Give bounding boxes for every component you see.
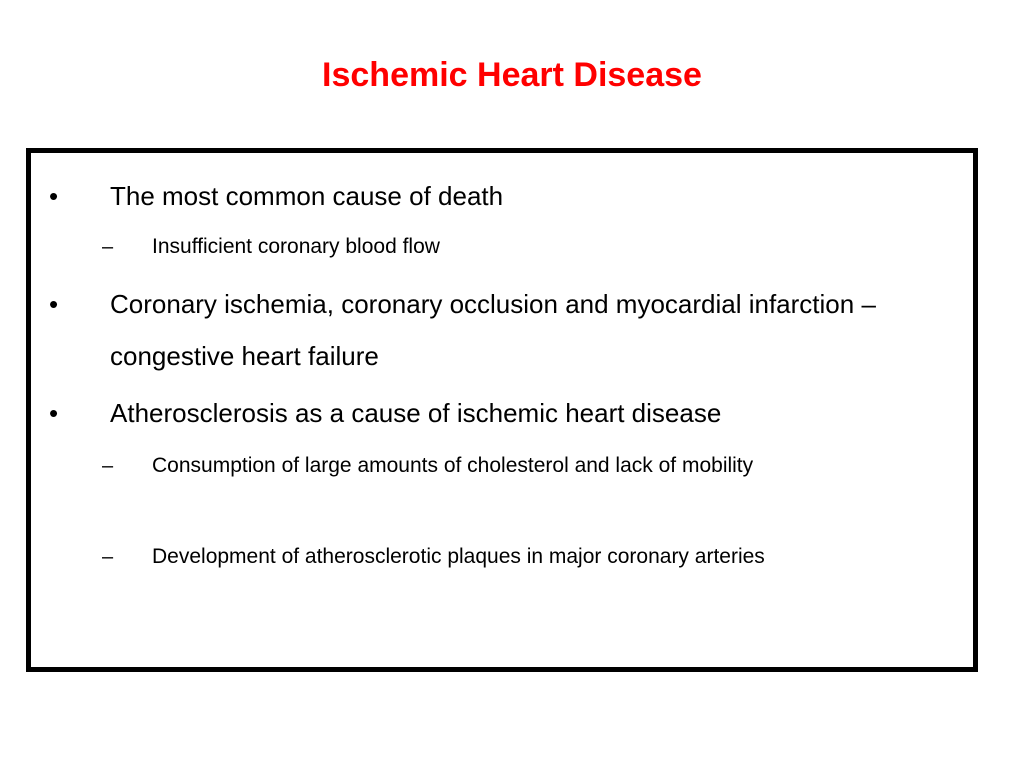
bullet-marker: • [49, 289, 59, 319]
sub-bullet-text: Development of atherosclerotic plaques in major coronary arteries [152, 545, 765, 568]
bullet-marker: • [49, 398, 59, 428]
bullet-marker: • [49, 181, 59, 211]
content-box [26, 148, 978, 672]
bullet-text: The most common cause of death [110, 181, 504, 211]
sub-bullet-text: Insufficient coronary blood flow [152, 235, 440, 258]
sub-bullet-marker: – [102, 455, 114, 477]
sub-bullet-marker: – [102, 546, 114, 568]
slide-title: Ischemic Heart Disease [322, 56, 702, 94]
sub-bullet-text: Consumption of large amounts of cholesterol and lack of mobility [152, 454, 754, 477]
bullet-text: Atherosclerosis as a cause of ischemic heart disease [110, 398, 722, 428]
bullet-text: Coronary ischemia, coronary occlusion and myocardial infarction – congestive heart failure [110, 289, 876, 371]
sub-bullet-marker: – [102, 236, 114, 258]
